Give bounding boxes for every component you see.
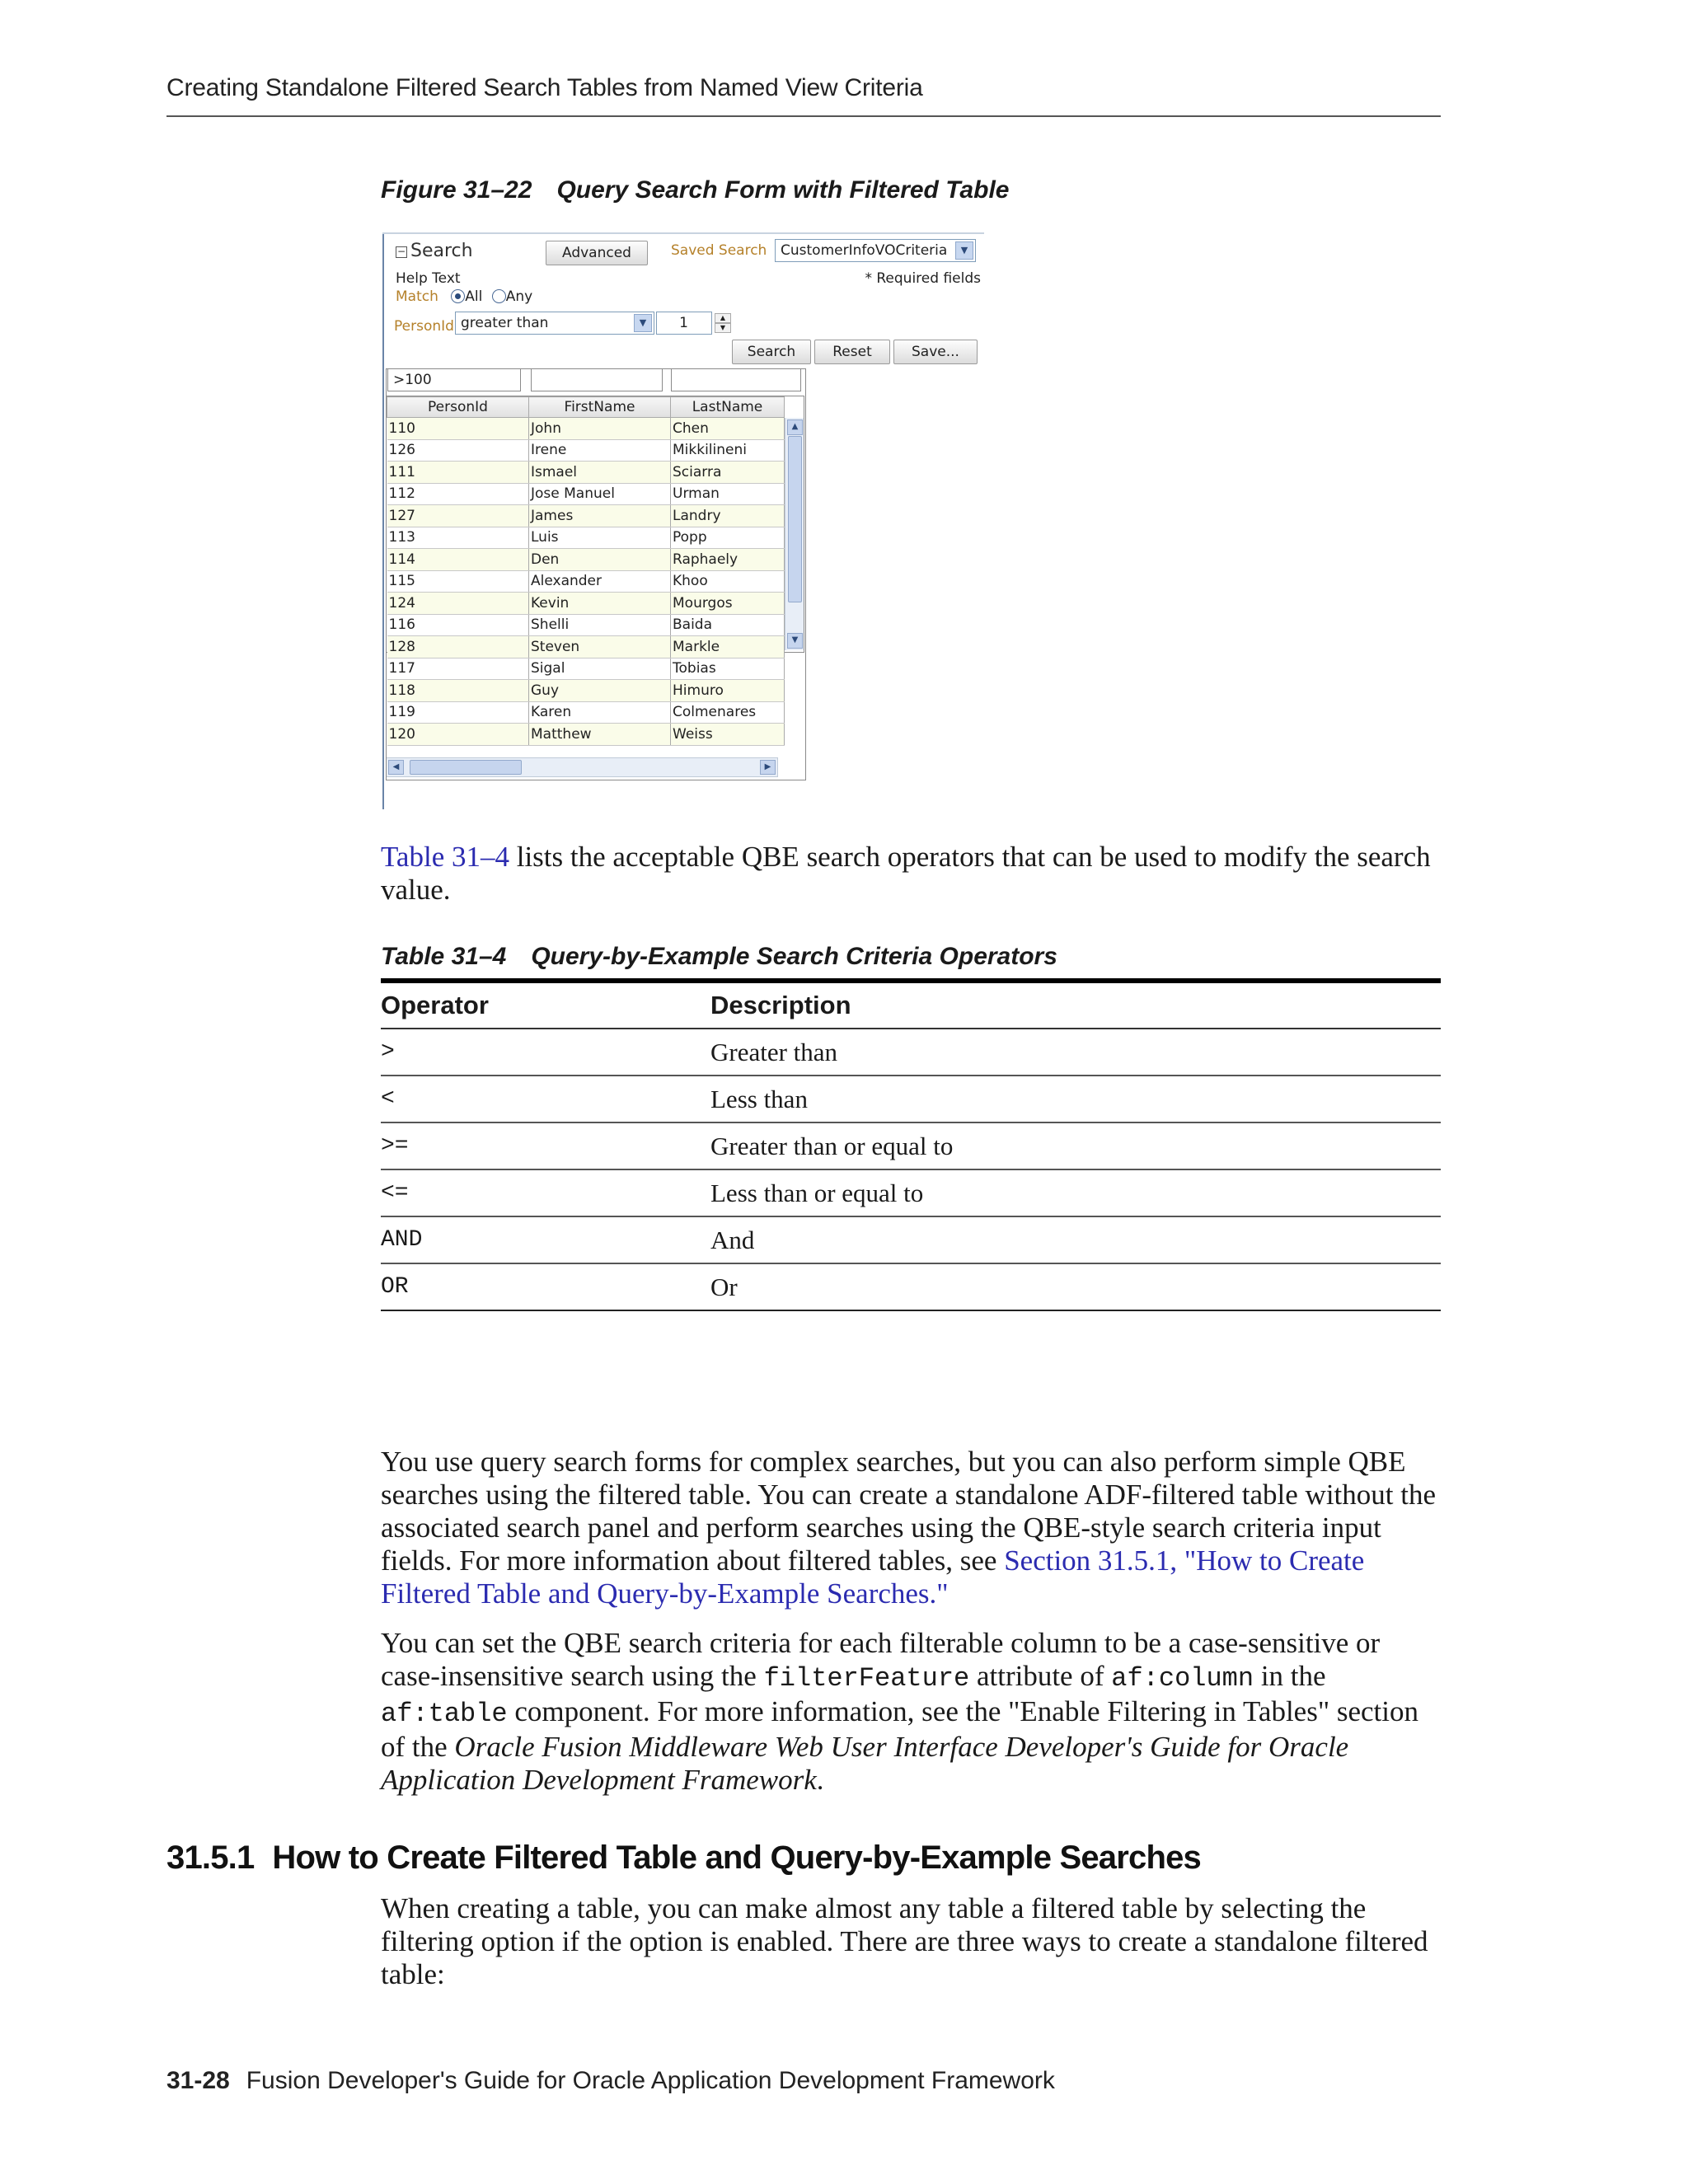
vertical-scrollbar[interactable] bbox=[785, 418, 804, 650]
hscroll-thumb[interactable] bbox=[410, 760, 522, 775]
query-search-figure bbox=[382, 232, 984, 809]
search-disclosure-toggle[interactable] bbox=[396, 241, 473, 261]
table-cell: 120 bbox=[387, 724, 529, 746]
table-cell: Shelli bbox=[529, 614, 671, 636]
table-cell: Popp bbox=[671, 527, 785, 549]
table-cell: Den bbox=[529, 549, 671, 571]
table-cell: Ismael bbox=[529, 462, 671, 484]
match-any-label: Any bbox=[505, 288, 533, 305]
column-header-lastname[interactable]: LastName bbox=[671, 397, 785, 418]
table-cell: Alexander bbox=[529, 570, 671, 593]
column-header-firstname[interactable]: FirstName bbox=[529, 397, 671, 418]
figure-title: Query Search Form with Filtered Table bbox=[556, 176, 1010, 204]
match-label: Match bbox=[396, 288, 438, 305]
spinner-value: 1 bbox=[679, 315, 688, 331]
code-filterfeature: filterFeature bbox=[763, 1663, 970, 1694]
search-button[interactable]: Search bbox=[732, 340, 811, 364]
table-cell: Sigal bbox=[529, 658, 671, 680]
chevron-down-icon: ▼ bbox=[634, 314, 652, 332]
table-row[interactable] bbox=[387, 658, 785, 680]
table-cell: 124 bbox=[387, 593, 529, 615]
scroll-down-icon[interactable]: ▼ bbox=[787, 633, 803, 649]
description-cell: Less than or equal to bbox=[710, 1169, 1441, 1216]
operator-cell: <= bbox=[381, 1169, 710, 1216]
section-number: 31.5.1 bbox=[166, 1840, 255, 1876]
table-cell: Karen bbox=[529, 701, 671, 724]
table-cell: Mourgos bbox=[671, 593, 785, 615]
table-caption bbox=[381, 943, 1057, 971]
saved-search-select[interactable] bbox=[775, 239, 976, 262]
reset-button[interactable]: Reset bbox=[814, 340, 890, 364]
table-cell: Steven bbox=[529, 636, 671, 658]
para2-text-1: You can set the QBE search criteria for each filterable column to be a case-sensitive or case-insensitive search using the bbox=[381, 1627, 1381, 1692]
horizontal-scrollbar[interactable] bbox=[386, 757, 778, 777]
figure-top-border bbox=[382, 232, 984, 234]
operator-row bbox=[381, 1029, 1441, 1076]
match-row bbox=[396, 288, 532, 305]
operator-cell: < bbox=[381, 1076, 710, 1122]
table-row[interactable] bbox=[387, 636, 785, 658]
table-cell: Weiss bbox=[671, 724, 785, 746]
operator-select[interactable] bbox=[455, 312, 654, 335]
section-body-paragraph: When creating a table, you can make almost any table a filtered table by selecting the filtering option if the option is enabled. There are three ways to create a standalone filtered table: bbox=[381, 1892, 1428, 1990]
table-cell: Khoo bbox=[671, 570, 785, 593]
table-cell: 126 bbox=[387, 439, 529, 462]
table-cell: Jose Manuel bbox=[529, 483, 671, 505]
operator-cell: OR bbox=[381, 1263, 710, 1310]
table-cell: Kevin bbox=[529, 593, 671, 615]
table-cell: Chen bbox=[671, 418, 785, 440]
operator-value: greater than bbox=[461, 315, 549, 331]
table-cell: Baida bbox=[671, 614, 785, 636]
description-cell: And bbox=[710, 1216, 1441, 1263]
table-row[interactable] bbox=[387, 462, 785, 484]
description-cell: Or bbox=[710, 1263, 1441, 1310]
operator-row bbox=[381, 1263, 1441, 1310]
table-cell: 114 bbox=[387, 549, 529, 571]
filtered-table bbox=[386, 396, 804, 743]
table-row[interactable] bbox=[387, 593, 785, 615]
operator-row bbox=[381, 1169, 1441, 1216]
table-row[interactable] bbox=[387, 614, 785, 636]
table-link[interactable]: Table 31–4 bbox=[381, 841, 509, 873]
intro-paragraph bbox=[381, 841, 1444, 907]
operators-table bbox=[381, 978, 1441, 1311]
table-cell: 128 bbox=[387, 636, 529, 658]
intro-text: lists the acceptable QBE search operators that can be used to modify the search value. bbox=[381, 841, 1431, 906]
table-body bbox=[387, 418, 785, 746]
table-cell: John bbox=[529, 418, 671, 440]
figure-number: Figure 31–22 bbox=[381, 176, 532, 204]
filter-input-firstname[interactable] bbox=[531, 368, 663, 391]
para2-text-3: in the bbox=[1254, 1660, 1326, 1692]
table-cell: Mikkilineni bbox=[671, 439, 785, 462]
table-cell: 112 bbox=[387, 483, 529, 505]
chevron-down-icon: ▼ bbox=[955, 241, 973, 260]
results-table bbox=[387, 396, 785, 746]
spin-up-icon[interactable]: ▲ bbox=[715, 313, 731, 323]
section-title: How to Create Filtered Table and Query-by-Example Searches bbox=[272, 1840, 1201, 1876]
spin-down-icon[interactable]: ▼ bbox=[715, 323, 731, 333]
para2-text-2: attribute of bbox=[969, 1660, 1112, 1692]
table-cell: Himuro bbox=[671, 680, 785, 702]
table-row[interactable] bbox=[387, 439, 785, 462]
column-header-personid[interactable]: PersonId bbox=[387, 397, 529, 418]
match-all-radio[interactable] bbox=[451, 289, 465, 303]
search-toggle-label: Search bbox=[410, 241, 473, 261]
header-rule bbox=[166, 115, 1441, 117]
operator-header: Operator bbox=[381, 981, 710, 1029]
table-row[interactable] bbox=[387, 505, 785, 527]
scroll-thumb[interactable] bbox=[788, 436, 802, 602]
operator-cell: AND bbox=[381, 1216, 710, 1263]
table-cell: 115 bbox=[387, 570, 529, 593]
table-cell: Matthew bbox=[529, 724, 671, 746]
table-cell: 117 bbox=[387, 658, 529, 680]
table-number: Table 31–4 bbox=[381, 943, 507, 970]
description-cell: Greater than bbox=[710, 1029, 1441, 1076]
table-row[interactable] bbox=[387, 527, 785, 549]
para1-text: You use query search forms for complex searches, but you can also perform simple QBE searches using the filtered table. You can create a standalone ADF-filtered table without the associated search panel and perform searches using the QBE-style search criteria input fields. For more information about filtered tables, see bbox=[381, 1446, 1436, 1577]
table-cell: Colmenares bbox=[671, 701, 785, 724]
personid-label: PersonId bbox=[394, 318, 454, 335]
guide-title: Oracle Fusion Middleware Web User Interface Developer's Guide for Oracle Application Development Framework bbox=[381, 1731, 1349, 1796]
table-header-row bbox=[387, 397, 785, 418]
operators-header-row bbox=[381, 981, 1441, 1029]
table-cell: 113 bbox=[387, 527, 529, 549]
table-cell: 119 bbox=[387, 701, 529, 724]
table-cell: Guy bbox=[529, 680, 671, 702]
para2-text-5: . bbox=[816, 1764, 824, 1796]
table-cell: 118 bbox=[387, 680, 529, 702]
description-header: Description bbox=[710, 981, 1441, 1029]
book-title: Fusion Developer's Guide for Oracle Application Development Framework bbox=[246, 2067, 1055, 2094]
saved-search-label: Saved Search bbox=[671, 242, 767, 259]
operators-body bbox=[381, 1029, 1441, 1310]
running-header: Creating Standalone Filtered Search Tables from Named View Criteria bbox=[166, 74, 923, 101]
match-all-label: All bbox=[465, 288, 483, 305]
page-number: 31-28 bbox=[166, 2067, 230, 2094]
collapse-icon: − bbox=[396, 246, 406, 257]
table-row[interactable] bbox=[387, 680, 785, 702]
personid-spinner[interactable] bbox=[656, 312, 726, 335]
table-cell: Irene bbox=[529, 439, 671, 462]
save-button[interactable]: Save... bbox=[893, 340, 978, 364]
filter-input-personid[interactable]: >100 bbox=[387, 368, 521, 391]
page-footer bbox=[166, 2067, 1055, 2095]
figure-left-border bbox=[382, 232, 384, 809]
help-text: Help Text bbox=[396, 270, 461, 287]
section-heading bbox=[166, 1840, 1201, 1877]
table-cell: 110 bbox=[387, 418, 529, 440]
table-cell: Sciarra bbox=[671, 462, 785, 484]
description-cell: Greater than or equal to bbox=[710, 1122, 1441, 1169]
scroll-left-icon[interactable]: ◀ bbox=[388, 760, 404, 775]
code-af-column: af:column bbox=[1111, 1663, 1254, 1694]
table-row[interactable] bbox=[387, 483, 785, 505]
filter-input-lastname[interactable] bbox=[671, 368, 801, 391]
section-link[interactable]: Section 31.5.1, "How to Create Filtered Table and Query-by-Example Searches." bbox=[381, 1544, 1365, 1610]
table-title: Query-by-Example Search Criteria Operators bbox=[531, 943, 1057, 970]
operator-row bbox=[381, 1122, 1441, 1169]
table-cell: Tobias bbox=[671, 658, 785, 680]
operator-row bbox=[381, 1216, 1441, 1263]
match-any-radio[interactable] bbox=[492, 289, 506, 303]
advanced-button[interactable]: Advanced bbox=[546, 241, 648, 265]
table-row[interactable] bbox=[387, 570, 785, 593]
description-cell: Less than bbox=[710, 1076, 1441, 1122]
required-fields-note: * Required fields bbox=[865, 270, 981, 287]
code-af-table: af:table bbox=[381, 1699, 508, 1729]
saved-search-value: CustomerInfoVOCriteria bbox=[781, 242, 948, 259]
case-sensitivity-paragraph bbox=[381, 1627, 1444, 1797]
operator-cell: >= bbox=[381, 1122, 710, 1169]
table-cell: 111 bbox=[387, 462, 529, 484]
figure-caption bbox=[381, 176, 1009, 204]
table-cell: 127 bbox=[387, 505, 529, 527]
table-cell: 116 bbox=[387, 614, 529, 636]
para2-text-4: component. For more information, see the "Enable Filtering in Tables" section of the bbox=[381, 1695, 1418, 1763]
table-row[interactable] bbox=[387, 724, 785, 746]
table-cell: Landry bbox=[671, 505, 785, 527]
table-row[interactable] bbox=[387, 701, 785, 724]
table-cell: Luis bbox=[529, 527, 671, 549]
operator-row bbox=[381, 1076, 1441, 1122]
table-cell: Markle bbox=[671, 636, 785, 658]
scroll-up-icon[interactable]: ▲ bbox=[787, 419, 803, 435]
table-cell: Urman bbox=[671, 483, 785, 505]
table-cell: James bbox=[529, 505, 671, 527]
table-row[interactable] bbox=[387, 549, 785, 571]
operator-cell: > bbox=[381, 1029, 710, 1076]
table-cell: Raphaely bbox=[671, 549, 785, 571]
filtered-table-paragraph bbox=[381, 1446, 1444, 1610]
scroll-right-icon[interactable]: ▶ bbox=[760, 760, 776, 775]
table-row[interactable] bbox=[387, 418, 785, 440]
